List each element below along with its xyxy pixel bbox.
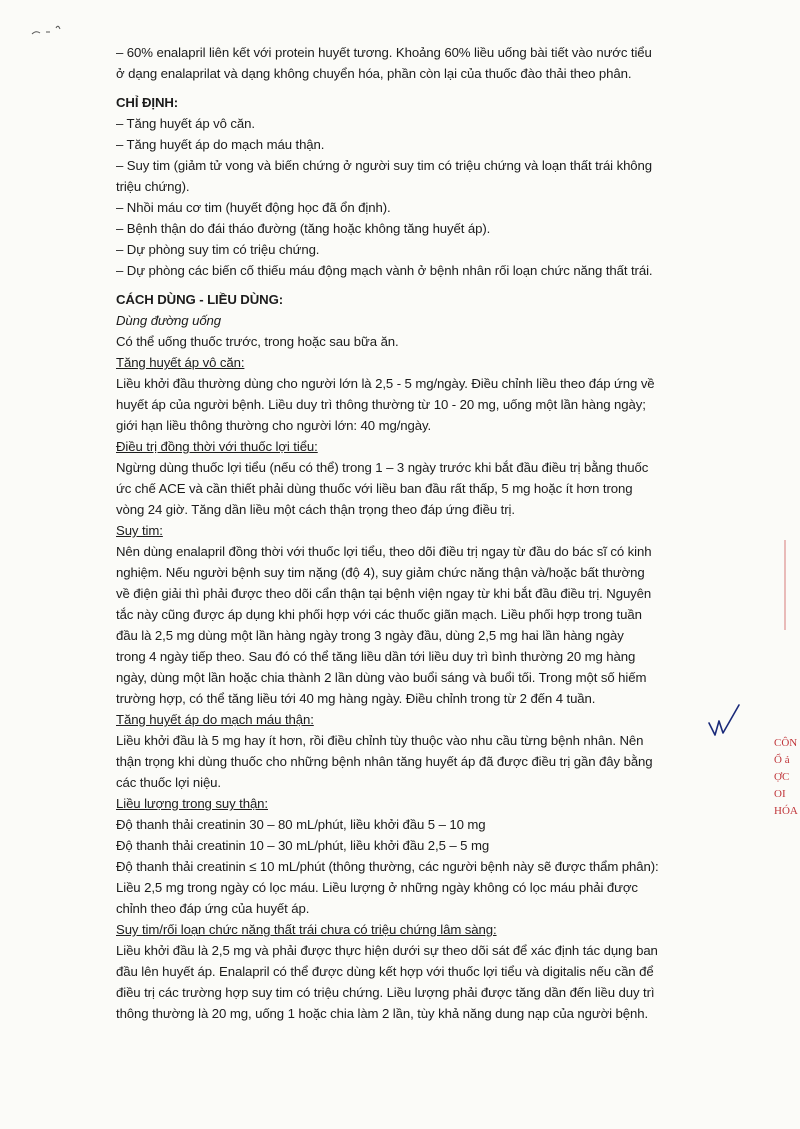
text-line: – Tăng huyết áp do mạch máu thận. (116, 137, 325, 152)
text-line: về điện giải thì phải được theo dõi cẩn thận tại bệnh viện ngay từ khi bắt đầu điều trị. Nguyên (116, 586, 652, 601)
text-line: vòng 24 giờ. Tăng dần liều một cách thận trọng theo đáp ứng điều trị. (116, 502, 515, 517)
text-line: trong 4 ngày tiếp theo. Sau đó có thể tăng liều dần tới liều duy trì bình thường 20 mg hàng (116, 649, 636, 664)
text-line: giới hạn liều thông thường cho người lớn: 40 mg/ngày. (116, 418, 432, 433)
text-line: Có thể uống thuốc trước, trong hoặc sau bữa ăn. (116, 334, 399, 349)
text-line: đầu lên huyết áp. Enalapril có thể được dùng kết hợp với thuốc lợi tiểu và digitalis nếu cần để (116, 964, 654, 979)
text-line: Liều khởi đầu là 2,5 mg và phải được thực hiện dưới sự theo dõi sát để xác định tác dụng ban (116, 943, 658, 958)
subsection-heading: Tăng huyết áp do mạch máu thận: (116, 712, 314, 727)
text-line: ở dạng enalaprilat và dạng không chuyển hóa, phần còn lại của thuốc đào thải theo phân. (116, 66, 632, 81)
text-line: thận trọng khi dùng thuốc cho những bệnh nhân tăng huyết áp đã được điều trị gần đây bằng (116, 754, 653, 769)
text-line: huyết áp của người bệnh. Liều duy trì thông thường từ 10 - 20 mg, uống một lần hàng ngày; (116, 397, 646, 412)
text-line: các thuốc lợi niệu. (116, 775, 221, 790)
stamp-text: ỢC (774, 771, 790, 783)
text-line: thông thường là 20 mg, uống 1 hoặc chia làm 2 lần, tùy khả năng dung nạp của người bệnh. (116, 1006, 649, 1021)
text-line: Độ thanh thải creatinin 10 – 30 mL/phút, liều khởi đầu 2,5 – 5 mg (116, 838, 490, 853)
document-body (116, 42, 752, 1024)
text-line: – Tăng huyết áp vô căn. (116, 116, 255, 131)
text-line: nghiệm. Nếu người bệnh suy tim nặng (độ 4), suy giảm chức năng thận và/hoặc bất thường (116, 565, 645, 580)
text-line: Độ thanh thải creatinin ≤ 10 mL/phút (thông thường, các người bệnh này sẽ được thẩm phân): (116, 859, 659, 874)
text-line: chỉnh theo đáp ứng của huyết áp. (116, 901, 310, 916)
text-line: Liều khởi đầu thường dùng cho người lớn là 2,5 - 5 mg/ngày. Điều chỉnh liều theo đáp ứng về (116, 376, 655, 391)
section-heading: CHỈ ĐỊNH: (116, 95, 179, 110)
stamp-text: CÔN (774, 737, 798, 749)
text-line: – Nhồi máu cơ tim (huyết động học đã ổn định). (116, 200, 391, 215)
subsection-heading: Suy tim: (116, 523, 163, 538)
text-line: – Suy tim (giảm tử vong và biến chứng ở người suy tim có triệu chứng và loạn thất trái không (116, 158, 653, 173)
text-line: Liều 2,5 mg trong ngày có lọc máu. Liều lượng ở những ngày không có lọc máu phải được (116, 880, 638, 895)
text-line: điều trị các trường hợp suy tim có triệu chứng. Liều lượng phải được tăng dần đến liều duy trì (116, 985, 655, 1000)
stamp-text: Ổ ả (774, 754, 790, 766)
text-line: ức chế ACE và cần thiết phải dùng thuốc với liều ban đầu rất thấp, 5 mg hoặc ít hơn trong (116, 481, 633, 496)
subsection-heading: Liều lượng trong suy thận: (116, 796, 268, 811)
text-line: Nên dùng enalapril đồng thời với thuốc lợi tiểu, theo dõi điều trị ngay từ đầu do bác sĩ có kinh (116, 544, 652, 559)
text-line: trường hợp, có thể tăng liều tới 40 mg hàng ngày. Điều chỉnh trong từ 2 đến 4 tuần. (116, 691, 596, 706)
text-line: tắc này cũng được áp dụng khi phối hợp với các thuốc giãn mạch. Liều phối hợp trong tuần (116, 607, 642, 622)
handwritten-check-icon (705, 703, 745, 739)
stamp-text: OI (774, 788, 786, 800)
stamp-text: HÓA (774, 805, 798, 817)
text-line: triệu chứng). (116, 179, 190, 194)
text-line: Liều khởi đầu là 5 mg hay ít hơn, rồi điều chỉnh tùy thuộc vào nhu cầu từng bệnh nhân. Nên (116, 733, 644, 748)
text-line: Ngừng dùng thuốc lợi tiểu (nếu có thể) trong 1 – 3 ngày trước khi bắt đầu điều trị bằng thuốc (116, 460, 649, 475)
stamp-fragment (774, 735, 800, 875)
subsection-heading: Điều trị đồng thời với thuốc lợi tiểu: (116, 439, 318, 454)
text-line: Độ thanh thải creatinin 30 – 80 mL/phút, liều khởi đầu 5 – 10 mg (116, 817, 486, 832)
text-line: – Bệnh thận do đái tháo đường (tăng hoặc không tăng huyết áp). (116, 221, 491, 236)
text-line: ngày, dùng một lần hoặc chia thành 2 lần dùng vào buổi sáng và buổi tối. Trong một số hiếm (116, 670, 647, 685)
scan-mark-icon (30, 20, 70, 40)
subsection-heading: Tăng huyết áp vô căn: (116, 355, 245, 370)
stamp-fragment-top (784, 540, 800, 630)
text-line: – Dự phòng các biến cố thiếu máu động mạch vành ở bệnh nhân rối loạn chức năng thất trái. (116, 263, 653, 278)
subsection-heading: Suy tim/rối loạn chức năng thất trái chưa có triệu chứng lâm sàng: (116, 922, 497, 937)
text-line: đầu là 2,5 mg dùng một lần hàng ngày trong 3 ngày đầu, dùng 2,5 mg hai lần hàng ngày (116, 628, 624, 643)
text-line: – Dự phòng suy tim có triệu chứng. (116, 242, 320, 257)
section-heading: CÁCH DÙNG - LIỀU DÙNG: (116, 292, 284, 307)
text-line: Dùng đường uống (116, 313, 222, 328)
text-line: – 60% enalapril liên kết với protein huyết tương. Khoảng 60% liều uống bài tiết vào nước tiểu (116, 45, 652, 60)
